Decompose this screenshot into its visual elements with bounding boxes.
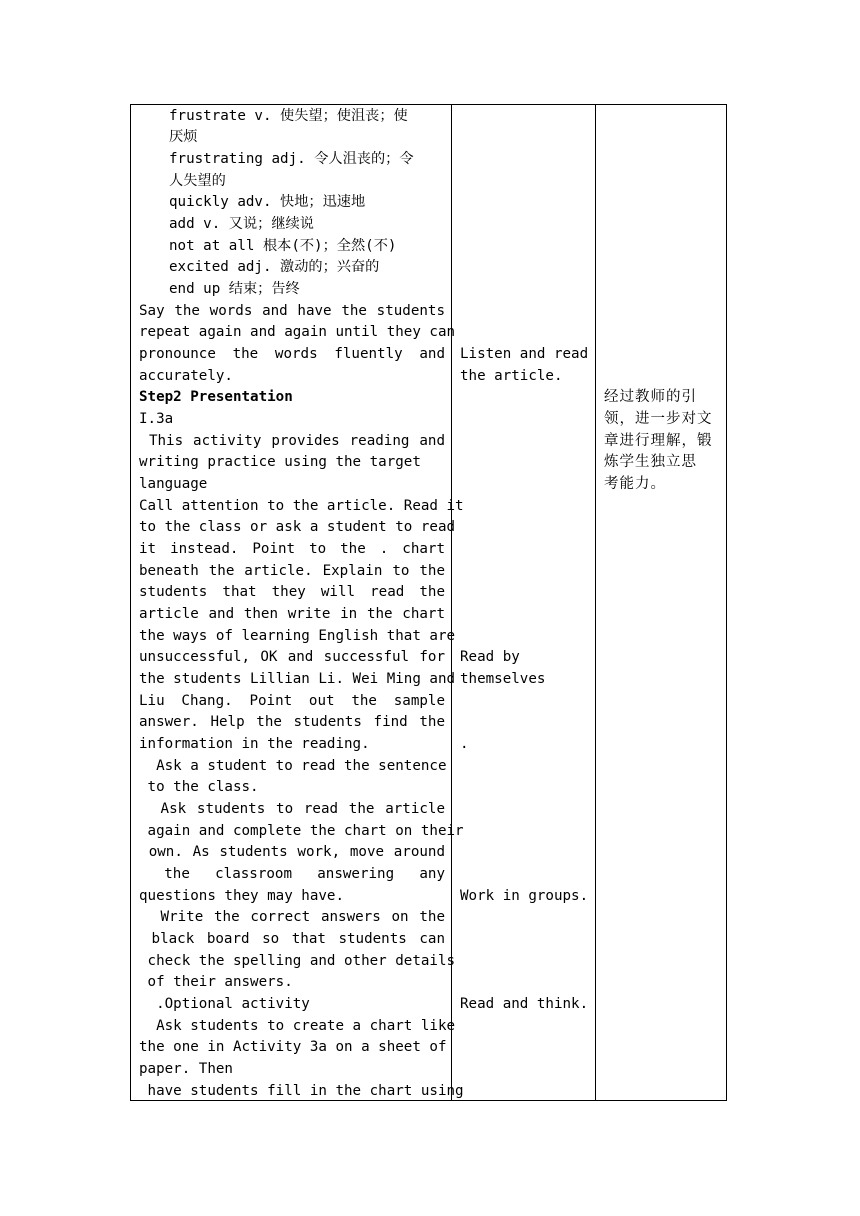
- text-line: the ways of learning English that are: [139, 628, 456, 644]
- text-line: the students Lillian Li. Wei Ming and: [139, 671, 456, 687]
- text-line: Ask students to create a chart like: [139, 1018, 456, 1034]
- text-line: pronounce the words fluently and: [139, 346, 445, 362]
- text-line: quickly adv. 快地；迅速地: [169, 194, 366, 210]
- text-line: not at all 根本(不)；全然(不): [169, 238, 397, 254]
- design-intent-cell: [596, 105, 727, 1101]
- text-line: end up 结束；告终: [169, 281, 300, 297]
- text-line: .Optional activity: [139, 996, 310, 1012]
- text-line: 考能力。: [604, 476, 666, 492]
- text-line: excited adj. 激动的；兴奋的: [169, 259, 380, 275]
- text-line: it instead. Point to the . chart: [139, 541, 445, 557]
- text-line: have students fill in the chart using: [139, 1083, 464, 1099]
- text-line: Ask students to read the article: [139, 801, 445, 817]
- text-line: 人失望的: [169, 173, 226, 189]
- text-line: students that they will read the: [139, 584, 445, 600]
- text-line: This activity provides reading and: [139, 433, 445, 449]
- text-line: Listen and read: [460, 346, 589, 362]
- text-line: unsuccessful, OK and successful for: [139, 649, 445, 665]
- text-line: .: [460, 736, 469, 752]
- text-line: to the class.: [139, 779, 259, 795]
- text-line: 厌烦: [169, 129, 198, 145]
- text-line: to the class or ask a student to read: [139, 519, 456, 535]
- student-activity-cell: [452, 105, 596, 1101]
- text-line: Read by: [460, 649, 520, 665]
- text-line: accurately.: [139, 368, 233, 384]
- text-line: themselves: [460, 671, 546, 687]
- text-line: 领，进一步对文: [604, 411, 713, 427]
- text-line: article and then write in the chart: [139, 606, 445, 622]
- teacher-activity-text: [131, 105, 464, 1100]
- text-line: again and complete the chart on their: [139, 823, 464, 839]
- section-heading: Step2 Presentation: [139, 389, 293, 405]
- text-line: Call attention to the article. Read it: [139, 498, 464, 514]
- text-line: answer. Help the students find the: [139, 714, 445, 730]
- text-line: the one in Activity 3a on a sheet of: [139, 1039, 447, 1055]
- text-line: Ask a student to read the sentence: [139, 758, 447, 774]
- student-activity-text: [452, 105, 595, 1100]
- text-line: Say the words and have the students: [139, 303, 445, 319]
- text-line: of their answers.: [139, 974, 293, 990]
- text-line: language: [139, 476, 208, 492]
- text-line: check the spelling and other details: [139, 953, 456, 969]
- text-line: paper. Then: [139, 1061, 233, 1077]
- text-line: frustrate v. 使失望；使沮丧；使: [169, 108, 408, 124]
- text-line: 炼学生独立思: [604, 454, 697, 470]
- teacher-activity-cell: [131, 105, 464, 1101]
- text-line: add v. 又说；继续说: [169, 216, 314, 232]
- text-line: the classroom answering any: [139, 866, 445, 882]
- text-line: black board so that students can: [139, 931, 445, 947]
- text-line: I.3a: [139, 411, 174, 427]
- text-line: 章进行理解，锻: [604, 433, 713, 449]
- text-line: frustrating adj. 令人沮丧的；令: [169, 151, 414, 167]
- text-line: Read and think.: [460, 996, 589, 1012]
- table-row: [131, 105, 727, 1101]
- lesson-plan-table: [130, 104, 727, 1101]
- text-line: questions they may have.: [139, 888, 344, 904]
- text-line: Write the correct answers on the: [139, 909, 445, 925]
- text-line: beneath the article. Explain to the: [139, 563, 445, 579]
- text-line: own. As students work, move around: [139, 844, 445, 860]
- text-line: Liu Chang. Point out the sample: [139, 693, 445, 709]
- text-line: information in the reading.: [139, 736, 370, 752]
- text-line: 经过教师的引: [604, 389, 697, 405]
- text-line: repeat again and again until they can: [139, 324, 456, 340]
- text-line: Work in groups.: [460, 888, 589, 904]
- text-line: writing practice using the target: [139, 454, 421, 470]
- text-line: the article.: [460, 368, 563, 384]
- design-intent-text: [596, 105, 726, 1100]
